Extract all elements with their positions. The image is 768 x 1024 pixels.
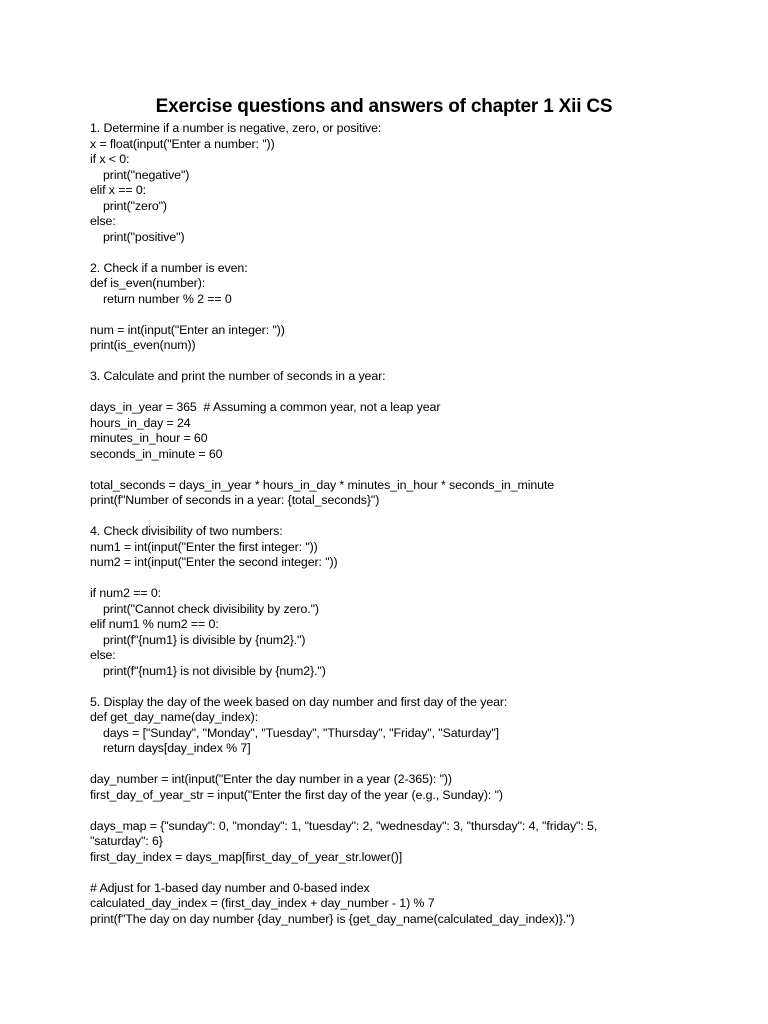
text-line: num = int(input("Enter an integer: ")) [90,322,285,337]
text-line: def is_even(number): [90,276,206,290]
text-line: total_seconds = days_in_year * hours_in_day * minutes_in_hour * seconds_in_minute [90,477,555,492]
text-line: num2 = int(input("Enter the second integer: ")) [90,555,338,569]
blank-line [90,571,690,587]
text-line: 3. Calculate and print the number of seconds in a year: [90,369,386,383]
text-line: return number % 2 == 0 [103,291,232,306]
text-line: print(f"Number of seconds in a year: {total_seconds}") [90,493,380,507]
text-line: elif num1 % num2 == 0: [90,617,219,631]
text-line: return days[day_index % 7] [103,741,251,755]
text-line: calculated_day_index = (first_day_index + day_number - 1) % 7 [90,896,435,910]
text-line: 5. Display the day of the week based on day number and first day of the year: [90,694,508,709]
text-line: def get_day_name(day_index): [90,710,259,724]
blank-line [90,757,690,773]
blank-line [90,385,690,401]
text-line: first_day_index = days_map[first_day_of_year_str.lower()] [90,849,403,864]
text-line: 4. Check divisibility of two numbers: [90,524,283,538]
blank-line [90,865,690,881]
document-body [90,121,690,927]
text-line: x = float(input("Enter a number: ")) [90,136,275,151]
text-line: num1 = int(input("Enter the first integer: ")) [90,539,318,554]
text-line: "saturday": 6} [90,834,163,848]
text-line: print(f"{num1} is divisible by {num2}.") [103,632,306,647]
text-line: print(is_even(num)) [90,338,196,352]
text-line: days = ["Sunday", "Monday", "Tuesday", "Thursday", "Friday", "Saturday"] [103,725,500,740]
blank-line [90,307,690,323]
text-line: print(f"The day on day number {day_number} is {get_day_name(calculated_day_index)}.") [90,911,575,926]
blank-line [90,354,690,370]
blank-line [90,679,690,695]
text-line: else: [90,214,116,228]
text-line: else: [90,648,116,662]
text-line: if num2 == 0: [90,586,162,600]
text-line: minutes_in_hour = 60 [90,431,208,445]
text-line: 2. Check if a number is even: [90,260,248,275]
blank-line [90,462,690,478]
text-line: print("Cannot check divisibility by zero.") [103,601,319,616]
text-line: print("zero") [103,198,167,213]
text-line: print("positive") [103,229,185,244]
text-line: hours_in_day = 24 [90,415,191,430]
text-line: print(f"{num1} is not divisible by {num2}.") [103,663,326,678]
text-line: 1. Determine if a number is negative, zero, or positive: [90,121,382,135]
blank-line [90,509,690,525]
text-line: day_number = int(input("Enter the day number in a year (2-365): ")) [90,772,452,786]
text-line: days_map = {"sunday": 0, "monday": 1, "tuesday": 2, "wednesday": 3, "thursday": 4, "friday": 5, [90,818,598,833]
text-line: first_day_of_year_str = input("Enter the first day of the year (e.g., Sunday): ") [90,787,503,802]
text-line: elif x == 0: [90,183,146,197]
blank-line [90,803,690,819]
text-line: if x < 0: [90,152,130,166]
text-line: seconds_in_minute = 60 [90,446,223,461]
document-title: Exercise questions and answers of chapter 1 Xii CS [155,96,613,117]
blank-line [90,245,690,261]
text-line: # Adjust for 1-based day number and 0-based index [90,880,370,895]
text-line: days_in_year = 365 # Assuming a common year, not a leap year [90,400,441,414]
text-line: print("negative") [103,167,190,182]
